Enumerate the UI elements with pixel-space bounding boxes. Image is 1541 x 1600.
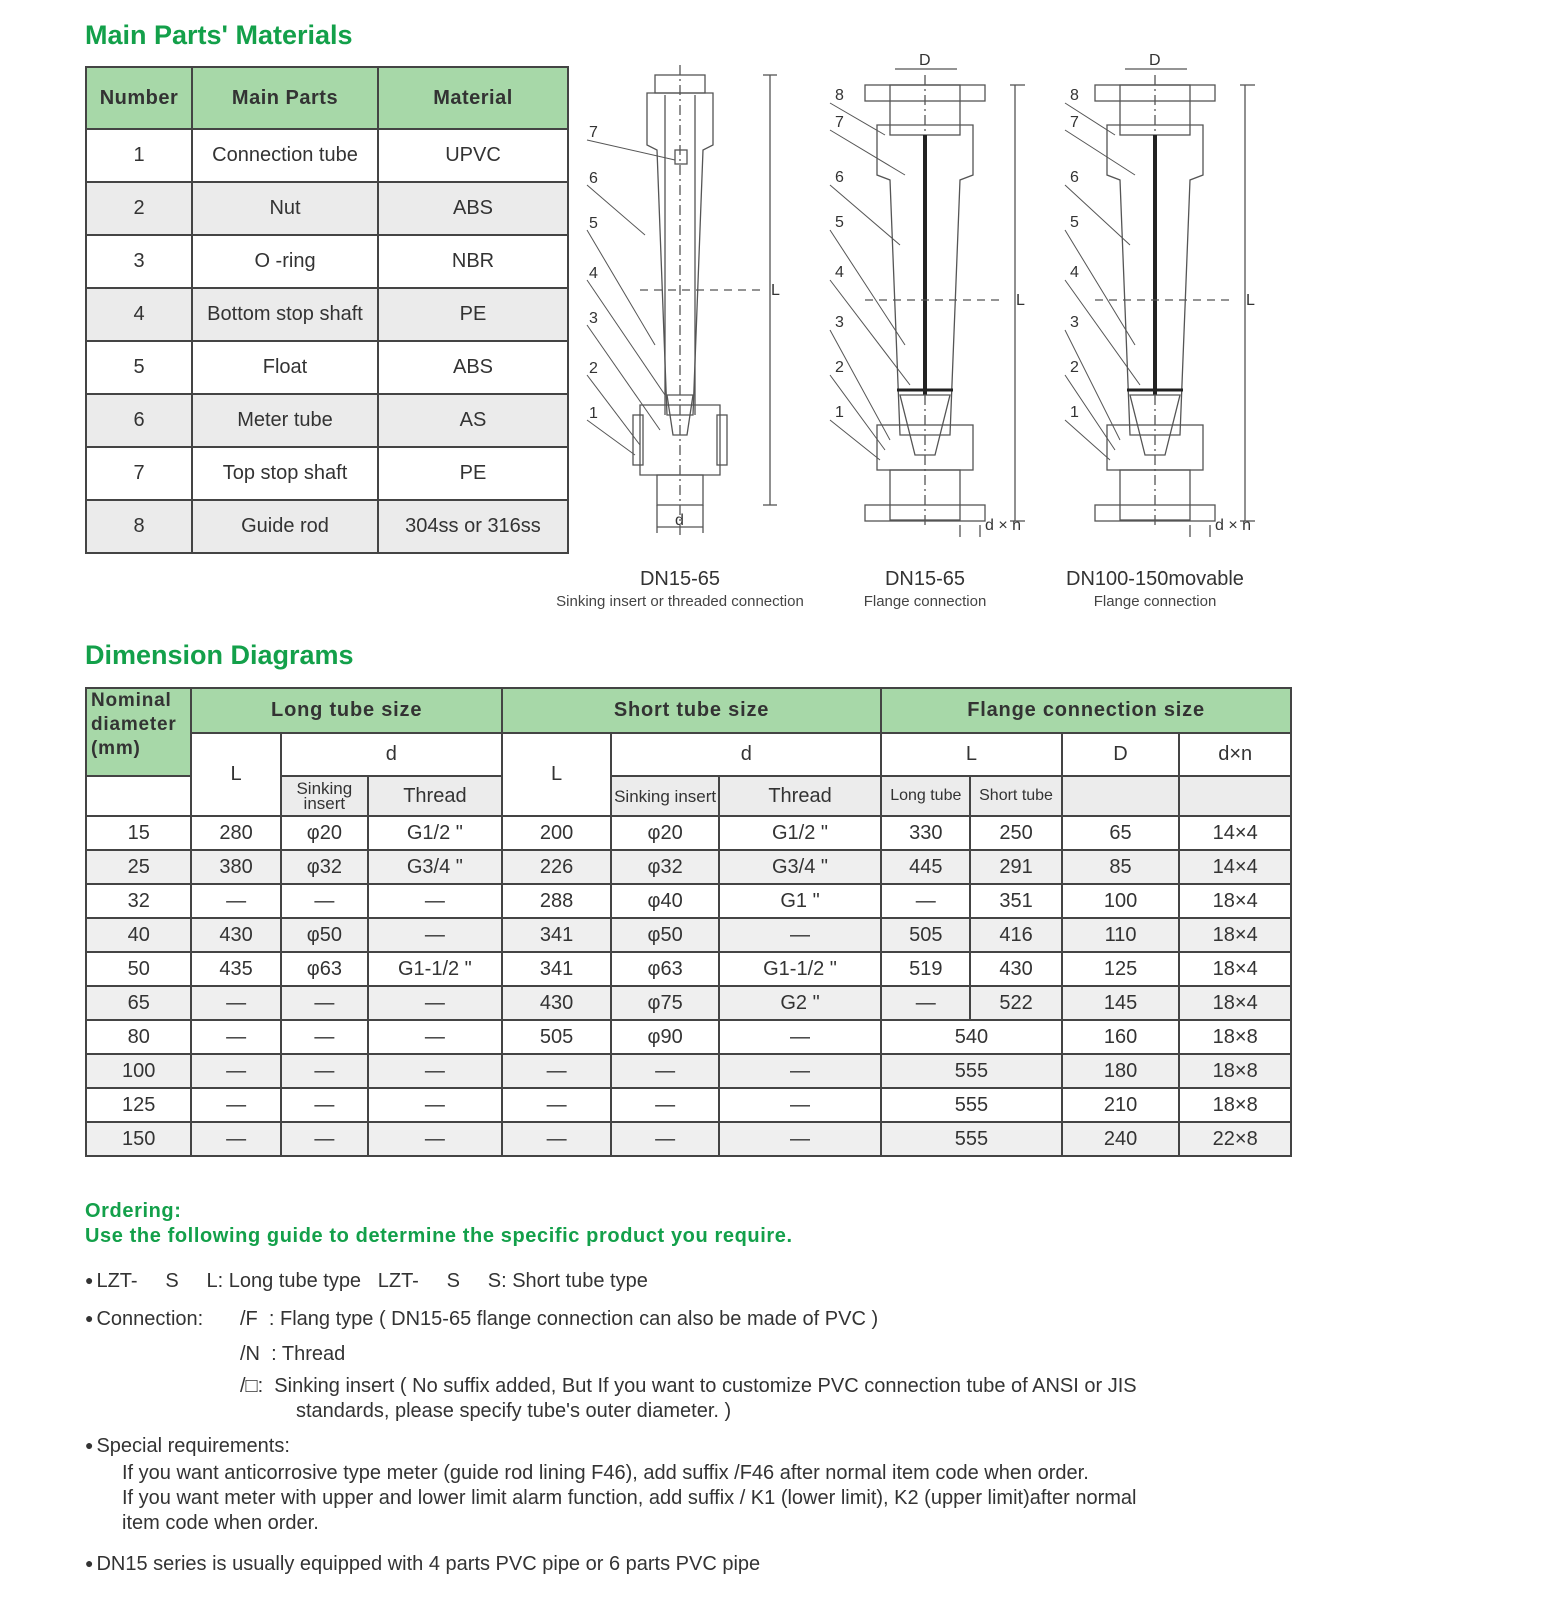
dimension-cell-dn2: 18×4: [1179, 952, 1291, 986]
header-long-L: L: [191, 733, 280, 816]
callout-number: 8: [1070, 87, 1079, 104]
header-material: Material: [378, 67, 568, 129]
dimension-cell-fs: 430: [970, 952, 1061, 986]
dimension-cell-ss: φ40: [611, 884, 719, 918]
callout-number: 2: [835, 359, 844, 376]
header-short-thread: Thread: [719, 776, 881, 816]
dimension-cell-sl: 226: [502, 850, 612, 884]
dimension-cell-dn: 40: [86, 918, 191, 952]
dimension-cell-D: 180: [1062, 1054, 1180, 1088]
dimension-cell-D: 65: [1062, 816, 1180, 850]
dimension-cell-ls: —: [281, 1122, 368, 1156]
dimension-cell-D: 145: [1062, 986, 1180, 1020]
dimension-cell-sl: 505: [502, 1020, 612, 1054]
connection-label: Connection:: [96, 1308, 204, 1330]
dimension-cell-st: G3/4 ": [719, 850, 881, 884]
dimension-cell-dn: 150: [86, 1122, 191, 1156]
materials-table: [85, 66, 569, 554]
caption-sub-3: Flange connection: [1093, 593, 1217, 610]
dimension-cell-sl: 341: [502, 952, 612, 986]
materials-cell-material: ABS: [378, 341, 568, 394]
header-flange-L: L: [881, 733, 1062, 776]
dimension-cell-dn: 50: [86, 952, 191, 986]
dimension-cell-fs: 416: [970, 918, 1061, 952]
dimension-cell-ss: —: [611, 1088, 719, 1122]
dimension-cell-sl: 341: [502, 918, 612, 952]
dimension-cell-lt: —: [368, 1020, 502, 1054]
dimension-cell-ls: —: [281, 1088, 368, 1122]
dimension-cell-ls: —: [281, 986, 368, 1020]
materials-row: [86, 341, 568, 394]
dimension-cell-ls: —: [281, 884, 368, 918]
materials-row: [86, 394, 568, 447]
header-short-tube: Short tube size: [502, 688, 881, 733]
dimension-cell-st: G1 ": [719, 884, 881, 918]
caption-sub-2: Flange connection: [863, 593, 987, 610]
dimension-cell-dn2: 18×4: [1179, 884, 1291, 918]
callout-number: 7: [835, 114, 844, 131]
dimension-cell-dn: 15: [86, 816, 191, 850]
conn-flange-text: /F : Flang type ( DN15-65 flange connection can also be made of PVC ): [240, 1308, 879, 1330]
dimension-table: [85, 687, 1292, 1157]
header-flange: Flange connection size: [881, 688, 1291, 733]
dimension-cell-dn: 100: [86, 1054, 191, 1088]
dimension-cell-fl: 505: [881, 918, 970, 952]
caption-title-2: DN15-65: [884, 568, 966, 590]
dimension-cell-ll: —: [191, 1122, 280, 1156]
dimension-cell-ll: —: [191, 884, 280, 918]
dimension-cell-ls: φ20: [281, 816, 368, 850]
header-flange-long-tube: Long tube: [881, 776, 970, 816]
header-flange-dxn: d×n: [1179, 733, 1291, 776]
order-connection-line: [85, 1308, 203, 1331]
callout-number: 1: [1070, 404, 1079, 421]
dimension-cell-lt: —: [368, 918, 502, 952]
drawing-flange: [830, 69, 1025, 537]
materials-cell-no: 4: [86, 288, 192, 341]
dimension-cell-ll: —: [191, 1054, 280, 1088]
dimension-cell-ll: 280: [191, 816, 280, 850]
dimension-cell-ls: φ32: [281, 850, 368, 884]
label-L-1: L: [771, 282, 780, 299]
materials-cell-part: O -ring: [192, 235, 378, 288]
label-d-1: d: [675, 512, 684, 529]
materials-row: [86, 500, 568, 553]
bullet: ●: [85, 1555, 94, 1571]
callout-number: 3: [1070, 314, 1079, 331]
materials-row: [86, 129, 568, 182]
order-dn15-line: [85, 1553, 760, 1576]
dimension-cell-D: 125: [1062, 952, 1180, 986]
dimension-cell-dn2: 18×8: [1179, 1054, 1291, 1088]
callouts-movable: [1070, 87, 1079, 421]
ordering-title: Ordering:: [85, 1200, 182, 1222]
dimension-row: [86, 884, 1291, 918]
dimension-cell-st: —: [719, 1020, 881, 1054]
header-nominal-diameter: Nominal diameter (mm): [86, 688, 191, 776]
dimension-cell-sl: —: [502, 1122, 612, 1156]
dimension-cell-D: 160: [1062, 1020, 1180, 1054]
dimension-cell-lt: —: [368, 986, 502, 1020]
dimension-cell-st: —: [719, 1122, 881, 1156]
dimension-cell-lt: G3/4 ": [368, 850, 502, 884]
flowmeter-drawings-svg: [556, 52, 1315, 625]
dimension-cell-lt: G1-1/2 ": [368, 952, 502, 986]
header-flange-D: D: [1062, 733, 1180, 776]
dimension-cell-st: G1-1/2 ": [719, 952, 881, 986]
dimension-cell-ll: 380: [191, 850, 280, 884]
dimension-cell-sl: 430: [502, 986, 612, 1020]
dimension-cell-ls: φ63: [281, 952, 368, 986]
header-number: Number: [86, 67, 192, 129]
materials-cell-part: Connection tube: [192, 129, 378, 182]
materials-cell-no: 3: [86, 235, 192, 288]
dimension-cell-st: —: [719, 1054, 881, 1088]
dimension-cell-ss: φ90: [611, 1020, 719, 1054]
materials-cell-material: 304ss or 316ss: [378, 500, 568, 553]
callout-number: 5: [589, 215, 598, 232]
flowmeter-drawings: [556, 52, 1315, 625]
dimension-cell-fm: 555: [881, 1054, 1062, 1088]
dimension-cell-sl: 288: [502, 884, 612, 918]
materials-row: [86, 288, 568, 341]
dimension-cell-ss: φ50: [611, 918, 719, 952]
callout-number: 2: [589, 360, 598, 377]
label-L-2: L: [1016, 292, 1025, 309]
materials-cell-material: ABS: [378, 182, 568, 235]
dimension-cell-D: 240: [1062, 1122, 1180, 1156]
dimension-cell-dn: 125: [86, 1088, 191, 1122]
callout-number: 3: [835, 314, 844, 331]
dimension-cell-ll: 435: [191, 952, 280, 986]
materials-row: [86, 447, 568, 500]
drawing-movable-flange: [1065, 69, 1255, 537]
materials-cell-material: AS: [378, 394, 568, 447]
dimension-row: [86, 952, 1291, 986]
dimension-cell-ss: —: [611, 1122, 719, 1156]
dimension-cell-D: 110: [1062, 918, 1180, 952]
callout-number: 5: [1070, 214, 1079, 231]
materials-title: Main Parts' Materials: [85, 20, 353, 50]
dimension-cell-fm: 540: [881, 1020, 1062, 1054]
callout-number: 7: [589, 124, 598, 141]
header-short-L: L: [502, 733, 612, 816]
callouts-threaded: [589, 124, 598, 422]
materials-cell-material: PE: [378, 447, 568, 500]
bullet: ●: [85, 1310, 94, 1326]
header-short-sinking: Sinking insert: [611, 776, 719, 816]
special-text-1: If you want anticorrosive type meter (guide rod lining F46), add suffix /F46 after normal item code when order.: [122, 1462, 1089, 1484]
dimension-cell-fs: 250: [970, 816, 1061, 850]
dimension-cell-dn: 25: [86, 850, 191, 884]
header-long-d: d: [281, 733, 502, 776]
materials-cell-no: 7: [86, 447, 192, 500]
special-text-3: item code when order.: [122, 1512, 319, 1534]
dimension-cell-fl: —: [881, 986, 970, 1020]
materials-cell-part: Meter tube: [192, 394, 378, 447]
label-D-2: D: [919, 52, 931, 69]
special-label: Special requirements:: [96, 1435, 290, 1457]
materials-row: [86, 235, 568, 288]
callout-number: 4: [835, 264, 844, 281]
model-line-text: LZT- S L: Long tube type LZT- S S: Short tube type: [96, 1270, 648, 1292]
dimension-cell-lt: G1/2 ": [368, 816, 502, 850]
dimension-cell-st: —: [719, 1088, 881, 1122]
label-dxn-3: d × n: [1215, 517, 1252, 534]
dimension-cell-ll: 430: [191, 918, 280, 952]
dimension-cell-fm: 555: [881, 1088, 1062, 1122]
dimension-row: [86, 1054, 1291, 1088]
dimension-cell-ss: —: [611, 1054, 719, 1088]
dimension-cell-D: 85: [1062, 850, 1180, 884]
dimension-cell-dn2: 14×4: [1179, 816, 1291, 850]
order-special-line: [85, 1435, 290, 1458]
label-L-3: L: [1246, 292, 1255, 309]
dn15-note: DN15 series is usually equipped with 4 parts PVC pipe or 6 parts PVC pipe: [96, 1553, 761, 1575]
conn-sinking-text-2: standards, please specify tube's outer diameter. ): [296, 1400, 732, 1422]
callout-number: 1: [589, 405, 598, 422]
dimension-cell-ss: φ20: [611, 816, 719, 850]
dimension-cell-D: 100: [1062, 884, 1180, 918]
header-long-tube: Long tube size: [191, 688, 501, 733]
drawing-threaded: [587, 65, 777, 535]
conn-thread-text: /N : Thread: [240, 1343, 346, 1365]
materials-cell-part: Float: [192, 341, 378, 394]
dimension-cell-lt: —: [368, 1122, 502, 1156]
header-flange-dxn-blank: [1179, 776, 1291, 816]
dimension-cell-dn2: 18×4: [1179, 986, 1291, 1020]
materials-row: [86, 182, 568, 235]
dimension-row: [86, 816, 1291, 850]
materials-cell-material: UPVC: [378, 129, 568, 182]
materials-cell-no: 5: [86, 341, 192, 394]
dimension-row: [86, 850, 1291, 884]
header-nominal-blank: [86, 776, 191, 816]
dimension-cell-fs: 291: [970, 850, 1061, 884]
materials-cell-part: Bottom stop shaft: [192, 288, 378, 341]
label-dxn-2: d × n: [985, 517, 1022, 534]
materials-header-row: [86, 67, 568, 129]
callout-number: 6: [589, 170, 598, 187]
dimension-cell-ss: φ63: [611, 952, 719, 986]
materials-cell-material: PE: [378, 288, 568, 341]
dimension-row: [86, 986, 1291, 1020]
callout-number: 3: [589, 310, 598, 327]
caption-title-3: DN100-150movable: [1066, 568, 1244, 590]
materials-cell-part: Guide rod: [192, 500, 378, 553]
dimension-row: [86, 1088, 1291, 1122]
bullet: ●: [85, 1272, 94, 1288]
dimension-cell-ss: φ75: [611, 986, 719, 1020]
dimension-cell-ls: —: [281, 1020, 368, 1054]
dimension-cell-st: —: [719, 918, 881, 952]
callout-number: 4: [1070, 264, 1079, 281]
materials-cell-material: NBR: [378, 235, 568, 288]
callout-number: 6: [835, 169, 844, 186]
dimension-cell-dn2: 18×8: [1179, 1088, 1291, 1122]
dimension-cell-sl: —: [502, 1088, 612, 1122]
dimension-cell-fl: —: [881, 884, 970, 918]
materials-cell-part: Top stop shaft: [192, 447, 378, 500]
dimension-cell-lt: —: [368, 1054, 502, 1088]
header-flange-D-blank: [1062, 776, 1180, 816]
caption-title-1: DN15-65: [639, 568, 721, 590]
dimension-cell-dn2: 14×4: [1179, 850, 1291, 884]
dimension-cell-fl: 445: [881, 850, 970, 884]
dimension-cell-fs: 351: [970, 884, 1061, 918]
dimension-cell-dn: 32: [86, 884, 191, 918]
dimension-cell-ls: —: [281, 1054, 368, 1088]
dimension-cell-dn: 80: [86, 1020, 191, 1054]
dimension-cell-ss: φ32: [611, 850, 719, 884]
dimension-cell-D: 210: [1062, 1088, 1180, 1122]
dimension-row: [86, 918, 1291, 952]
dimension-row: [86, 1020, 1291, 1054]
callout-number: 5: [835, 214, 844, 231]
dimension-cell-dn2: 18×4: [1179, 918, 1291, 952]
dimension-cell-st: G2 ": [719, 986, 881, 1020]
label-D-3: D: [1149, 52, 1161, 69]
dimension-cell-sl: 200: [502, 816, 612, 850]
dimension-row: [86, 1122, 1291, 1156]
callout-number: 1: [835, 404, 844, 421]
dimension-cell-ls: φ50: [281, 918, 368, 952]
dimension-cell-sl: —: [502, 1054, 612, 1088]
callout-number: 4: [589, 265, 598, 282]
dimension-cell-ll: —: [191, 1020, 280, 1054]
callout-number: 8: [835, 87, 844, 104]
dimension-cell-ll: —: [191, 1088, 280, 1122]
dimension-cell-ll: —: [191, 986, 280, 1020]
header-main-parts: Main Parts: [192, 67, 378, 129]
dimension-cell-fl: 519: [881, 952, 970, 986]
callout-number: 6: [1070, 169, 1079, 186]
materials-cell-part: Nut: [192, 182, 378, 235]
special-text-2: If you want meter with upper and lower limit alarm function, add suffix / K1 (lower limit), K2 (upper limit)after normal: [122, 1487, 1137, 1509]
header-short-d: d: [611, 733, 881, 776]
dimension-cell-lt: —: [368, 884, 502, 918]
materials-cell-no: 8: [86, 500, 192, 553]
dimension-cell-lt: —: [368, 1088, 502, 1122]
dimension-cell-dn2: 22×8: [1179, 1122, 1291, 1156]
dimension-cell-dn: 65: [86, 986, 191, 1020]
dimension-cell-st: G1/2 ": [719, 816, 881, 850]
order-model-line: [85, 1270, 648, 1293]
dimension-cell-fl: 330: [881, 816, 970, 850]
dimensions-title: Dimension Diagrams: [85, 640, 354, 670]
header-long-thread: Thread: [368, 776, 502, 816]
header-long-sinking: Sinking insert: [281, 776, 368, 816]
materials-cell-no: 1: [86, 129, 192, 182]
callout-number: 2: [1070, 359, 1079, 376]
caption-sub-1: Sinking insert or threaded connection: [556, 593, 804, 610]
dimension-cell-dn2: 18×8: [1179, 1020, 1291, 1054]
bullet: ●: [85, 1437, 94, 1453]
materials-cell-no: 6: [86, 394, 192, 447]
ordering-subtitle: Use the following guide to determine the specific product you require.: [85, 1225, 793, 1247]
callout-number: 7: [1070, 114, 1079, 131]
dimension-cell-fs: 522: [970, 986, 1061, 1020]
dimension-cell-fm: 555: [881, 1122, 1062, 1156]
conn-sinking-text: /□: Sinking insert ( No suffix added, But If you want to customize PVC connection tube of ANSI or JIS: [240, 1375, 1137, 1397]
materials-cell-no: 2: [86, 182, 192, 235]
header-flange-short-tube: Short tube: [970, 776, 1061, 816]
